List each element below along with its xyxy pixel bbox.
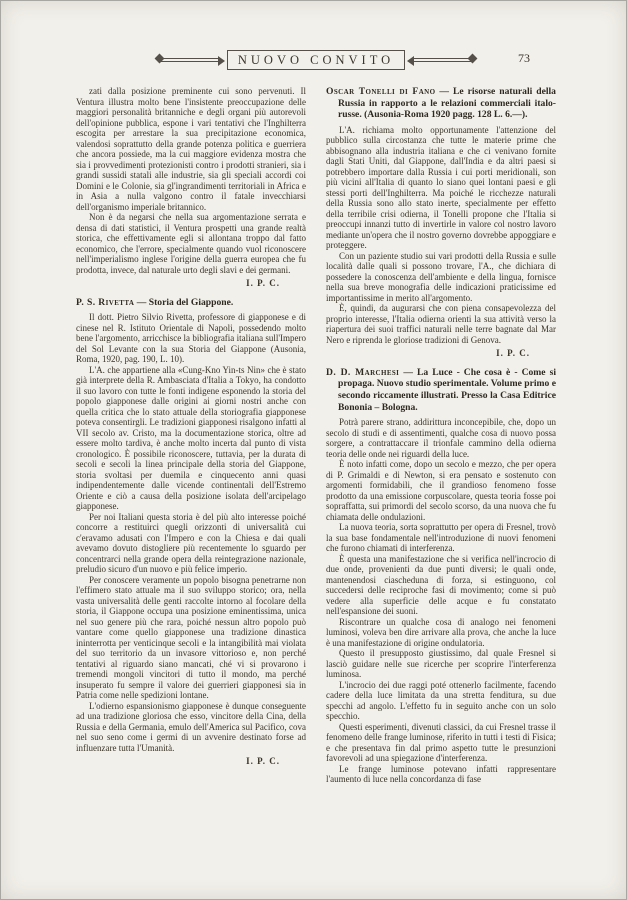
left-ornament-rule [159, 58, 219, 62]
left-column [76, 86, 306, 785]
paragraph: Con un paziente studio sui vari prodotti della Russia e sulle località dalle quali si possono trovare, l'A., che dichiara di possedere la conoscenza dell'ambiente e della lingua, fornisce nella sua breve monografia delle indicazioni praticissime ed importantissime in merito all'argomento. [326, 250, 556, 303]
review-author: Oscar Tonelli di Fano [326, 86, 436, 97]
masthead-rule-group [151, 50, 481, 70]
reviewer-initials: I. P. C. [246, 278, 280, 288]
paragraph: È, quindi, da augurarsi che con piena consapevolezza del proprio interesse, l'Italia odierna orienti la sua attività verso la riapertura dei suoi traffici naturali nelle terre bagnate dal Mar Nero e riprenda le gloriose tradizioni di Genova. [326, 303, 556, 345]
review-author: D. D. Marchesi [326, 366, 400, 378]
paragraph: Per conoscere veramente un popolo bisogna penetrarne non l'effimero stato attuale ma il suo sviluppo storico; ora, nella vasta universalità delle genti raccolte intorno al focolare della storia, il Giappone occupa una posizione eminentissima, unica nel suo genere più che rara, poiché nessun altro popolo può vantare come quello giapponese una tradizione dinastica ininterrotta per venticinque secoli e la intangibilità mai violata del suo territorio da un invasore vittorioso e, non perché tentativi al riguardo siano mancati, ché vi si provarono i tremendi mongoli vincitori di tutto il mondo, ma perché insuperato fu sempre il valore dei guerrieri giapponesi sia in Patria come nelle spedizioni lontane. [76, 574, 306, 701]
paragraph: Le frange luminose potevano infatti rappresentare l'aumento di luce nella concordanza di fase [326, 763, 556, 785]
review-title: — La Luce - Che cosa è - Come si propaga. Nuovo studio sperimentale. Volume primo e secondo riccamente illustrati. Presso la Casa Editrice Bononia – Bologna. [338, 366, 556, 413]
review-heading-marchesi [326, 367, 556, 413]
right-column [326, 86, 556, 785]
journal-title: NUOVO CONVITO [227, 50, 405, 70]
right-ornament-rule [413, 58, 473, 62]
paragraph: Per noi Italiani questa storia è del più alto interesse poiché concorre a restituirci quegli orizzonti di universalità cui c'eravamo adusati con l'Impero e con la Chiesa e dai quali avevamo dovuto distogliere più recentemente lo sguardo per concentrarci nella grande opera della reintegrazione nazionale, preludio sicuro d'un nuovo e più felice imperio. [76, 511, 306, 575]
review-heading-tonelli [326, 86, 556, 121]
paragraph: Questi esperimenti, divenuti classici, da cui Fresnel trasse il fenomeno delle frange luminose, riferito in tutti i testi di Fisica; e che presentava fin dal primo aspetto tutte le presunzioni favorevoli ad una spiegazione d'interferenza. [326, 721, 556, 764]
paragraph: Riscontrare un qualche cosa di analogo nei fenomeni luminosi, voleva ben dire arrivare alla prova, che anche la luce è una manifestazione di origine ondulatoria. [326, 616, 556, 648]
paragraph: È questa una manifestazione che si verifica nell'incrocio di due onde, provenienti da due punti diversi; le quali onde, mantenendosi ciascheduna di forza, si estinguono, col succedersi delle reciproche fasi di movimento; come si può vedere alla superficie delle acque e fu constatato nell'espansione dei suoni. [326, 553, 556, 617]
review-title: — Storia del Giappone. [136, 296, 234, 308]
paragraph: L'A. che appartiene alla «Cung-Kno Yin-ts Nin» che è stato già interprete della R. Ambasciata d'Italia a Tokyo, ha condotto il suo lavoro con tutte le fonti indigene esponendo la storia del popolo giapponese dalle origini ai giorni nostri anche con quella critica che lo stato attuale della storiografia giapponese poteva consentirgli. Le tradizioni giapponesi risalgono infatti al VII secolo av. Cristo, ma la documentazione storica, oltre ad essere molto tardiva, è anche molto incerta dal punto di vista cronologico. È possibile riconoscere, tuttavia, per la durata di secoli e secoli la linea principale della storia del Giappone, storia svoltasi per duemila e cinquecento anni quasi indipendentemente dalle vicende continentali dell'Estremo Oriente e ciò a causa della posizione isolata dell'arcipelago giapponese. [76, 364, 306, 512]
paragraph: L'incrocio dei due raggi poté ottenerlo facilmente, facendo cadere della luce limitata da una stretta fenditura, su due specchi ad angolo. L'effetto fu in seguito anche con un solo specchio. [326, 679, 556, 722]
paragraph: È noto infatti come, dopo un secolo e mezzo, che per opera di P. Grimaldi e di Newton, si era pensato e sostenuto con argomenti formidabili, che il grandioso fenomeno fosse prodotto da una emissione corpuscolare, questa teoria fosse poi sopraffatta, sui primordi del secolo scorso, da una nuova che fu chiamata delle ondulazioni. [326, 459, 556, 522]
page-number: 73 [518, 51, 530, 65]
paragraph: La nuova teoria, sorta soprattutto per opera di Fresnel, trovò la sua base fondamentale nell'introduzione di nuovi fenomeni che furono chiamati di interferenza. [326, 522, 556, 554]
paragraph: Potrà parere strano, addirittura inconcepibile, che, dopo un secolo di studi e di assentimenti, qualche cosa di nuovo possa sorgere, a contrattaccare il trionfale cammino della odierna teoria delle onde nei riguardi della luce. [326, 417, 556, 459]
review-heading-rivetta [76, 297, 306, 309]
reviewer-initials: I. P. C. [246, 756, 280, 767]
review-author: P. S. Rivetta [76, 296, 135, 308]
paragraph: L'odierno espansionismo giapponese è dunque conseguente ad una tradizione gloriosa che esso, vincitore della Cina, della Russia e della Germania, emulo dell'America sul Pacifico, cova nel suo seno come i germi di un avvenire destinato forse ad influenzare tutta l'Umanità. [76, 700, 306, 753]
paragraph: Non è da negarsi che nella sua argomentazione serrata e densa di dati statistici, il Ventura prospetti una grande realtà storica, che effettivamente egli si allontana troppo dal fatto economico, che l'errore, specialmente quando vuol riconoscere nell'imperialismo inglese l'origine della guerra europea che fu prodotta, invece, dal naturale urto degli slavi e dei germani. [76, 212, 306, 275]
two-column-text [76, 86, 556, 785]
paragraph: zati dalla posizione preminente cui sono pervenuti. Il Ventura illustra molto bene l'insistente preoccupazione delle maggiori personalità britanniche e degli organi più autorevoli dell'opinione pubblica, espone i vari tentativi che l'Inghilterra escogita per arrestare la sua precipitazione economica, valendosi soprattutto della grande potenza politica e guerriera che ancora possiede, ma la cui maggiore evidenza mostra che sia i provvedimenti protezionisti contro i prodotti stranieri, sia i grandi sussidi statali alle industrie, sia gli speciali accordi coi Domini e le Colonie, sia gl'ingrandimenti territoriali in Africa e in Asia a nulla valgono contro il fatale invecchiarsi dell'organismo imperiale britannico. [76, 86, 306, 212]
review-title: — Le risorse naturali della Russia in rapporto a le relazioni commerciali italo-russe. (Ausonia-Roma 1920 pagg. 128 L. 6.—). [338, 86, 556, 121]
paragraph: Il dott. Pietro Silvio Rivetta, professore di giapponese e di cinese nel R. Istituto Orientale di Napoli, possedendo molto bene l'argomento, arricchisce la bibliografia italiana sull'Impero del Sol Levante con la sua Storia del Giappone (Ausonia, Roma, 1920, pag. 190, L. 10). [76, 312, 306, 365]
paragraph: L'A. richiama molto opportunamente l'attenzione del pubblico sulla circostanza che tutte le materie prime che abbisognano alla industria italiana e che ci venivano fornite dagli Stati Uniti, dal Giappone, dall'India e da altri paesi si potrebbero importare dalla Russia i cui porti meridionali, son più vicini all'Italia di quanto lo siano quei lontani paesi e gli stessi porti dell'Inghilterra. Ma poiché le ricchezze naturali della Russia sono allo stato inerte, specialmente per effetto della terribile crisi odierna, il Tonelli propone che l'Italia si preoccupi innanzi tutto di invertirle in valore col nostro lavoro mediante un'opera che il nostro governo dovrebbe appoggiare e proteggere. [326, 124, 556, 251]
page-header [76, 48, 556, 72]
paragraph: Questo il presupposto giustissimo, dal quale Fresnel si lasciò guidare nelle sue ricerche per scoprire l'interferenza luminosa. [326, 648, 556, 680]
reviewer-initials: I. P. C. [496, 348, 530, 359]
